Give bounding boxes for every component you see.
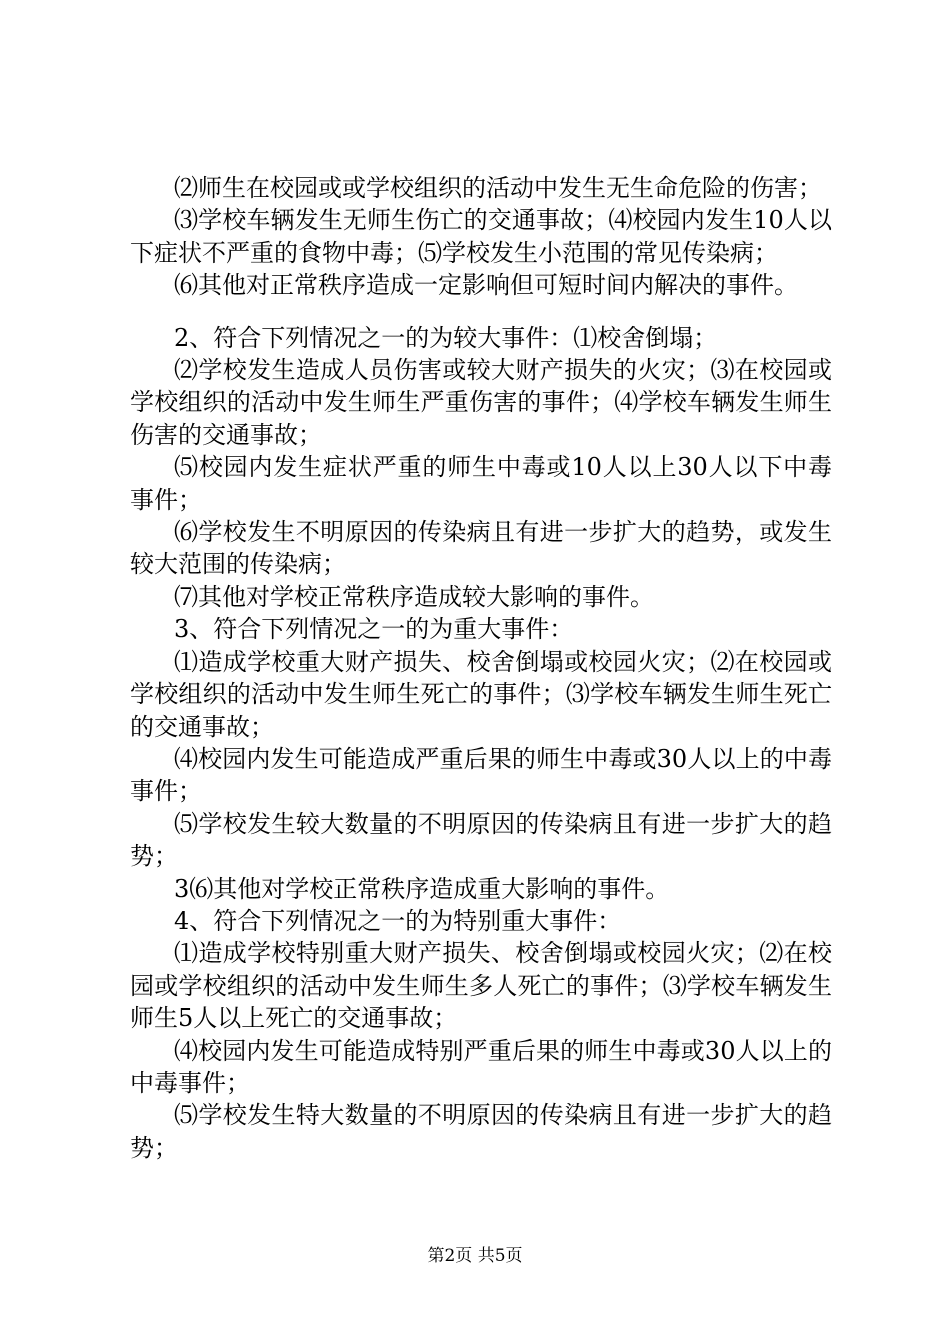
page-number-footer: 第2页 共5页 [427,1246,523,1266]
paragraph: ⑹学校发生不明原因的传染病且有进一步扩大的趋势，或发生较大范围的传染病； [130,518,832,579]
paragraph: ⑴造成学校特别重大财产损失、校舍倒塌或校园火灾；⑵在校园或学校组织的活动中发生师生多人死亡的事件；⑶学校车辆发生师生5人以上死亡的交通事故； [130,939,832,1033]
paragraph: ⑶学校车辆发生无师生伤亡的交通事故；⑷校园内发生10人以下症状不严重的食物中毒；⑸学校发生小范围的常见传染病； [130,206,832,267]
paragraph: ⑵师生在校园或或学校组织的活动中发生无生命危险的伤害； [174,174,822,202]
paragraph: ⑷校园内发生可能造成严重后果的师生中毒或30人以上的中毒事件； [130,744,832,806]
paragraph: ⑺其他对学校正常秩序造成较大影响的事件。 [174,582,654,611]
paragraph: ⑹其他对正常秩序造成一定影响但可短时间内解决的事件。 [174,271,798,300]
paragraph: ⑵学校发生造成人员伤害或较大财产损失的火灾；⑶在校园或学校组织的活动中发生师生严重伤害的事件；⑷学校车辆发生师生伤害的交通事故； [130,356,832,449]
paragraph-gap [130,302,832,322]
paragraph: 4、符合下列情况之一的为特别重大事件： [174,906,622,935]
paragraph: ⑷校园内发生可能造成特别严重后果的师生中毒或30人以上的中毒事件； [130,1036,832,1097]
document-body [130,172,832,1164]
paragraph: ⑸学校发生特大数量的不明原因的传染病且有进一步扩大的趋势； [130,1101,832,1162]
paragraph: ⑴造成学校重大财产损失、校舍倒塌或校园火灾；⑵在校园或学校组织的活动中发生师生死亡的事件；⑶学校车辆发生师生死亡的交通事故； [130,647,832,741]
paragraph: 3⑹其他对学校正常秩序造成重大影响的事件。 [174,874,670,903]
paragraph: ⑸学校发生较大数量的不明原因的传染病且有进一步扩大的趋势； [130,809,832,871]
paragraph: 2、符合下列情况之一的为较大事件：⑴校舍倒塌； [174,323,718,352]
paragraph: ⑸校园内发生症状严重的师生中毒或10人以上30人以下中毒事件； [130,453,832,514]
paragraph: 3、符合下列情况之一的为重大事件： [174,615,574,644]
